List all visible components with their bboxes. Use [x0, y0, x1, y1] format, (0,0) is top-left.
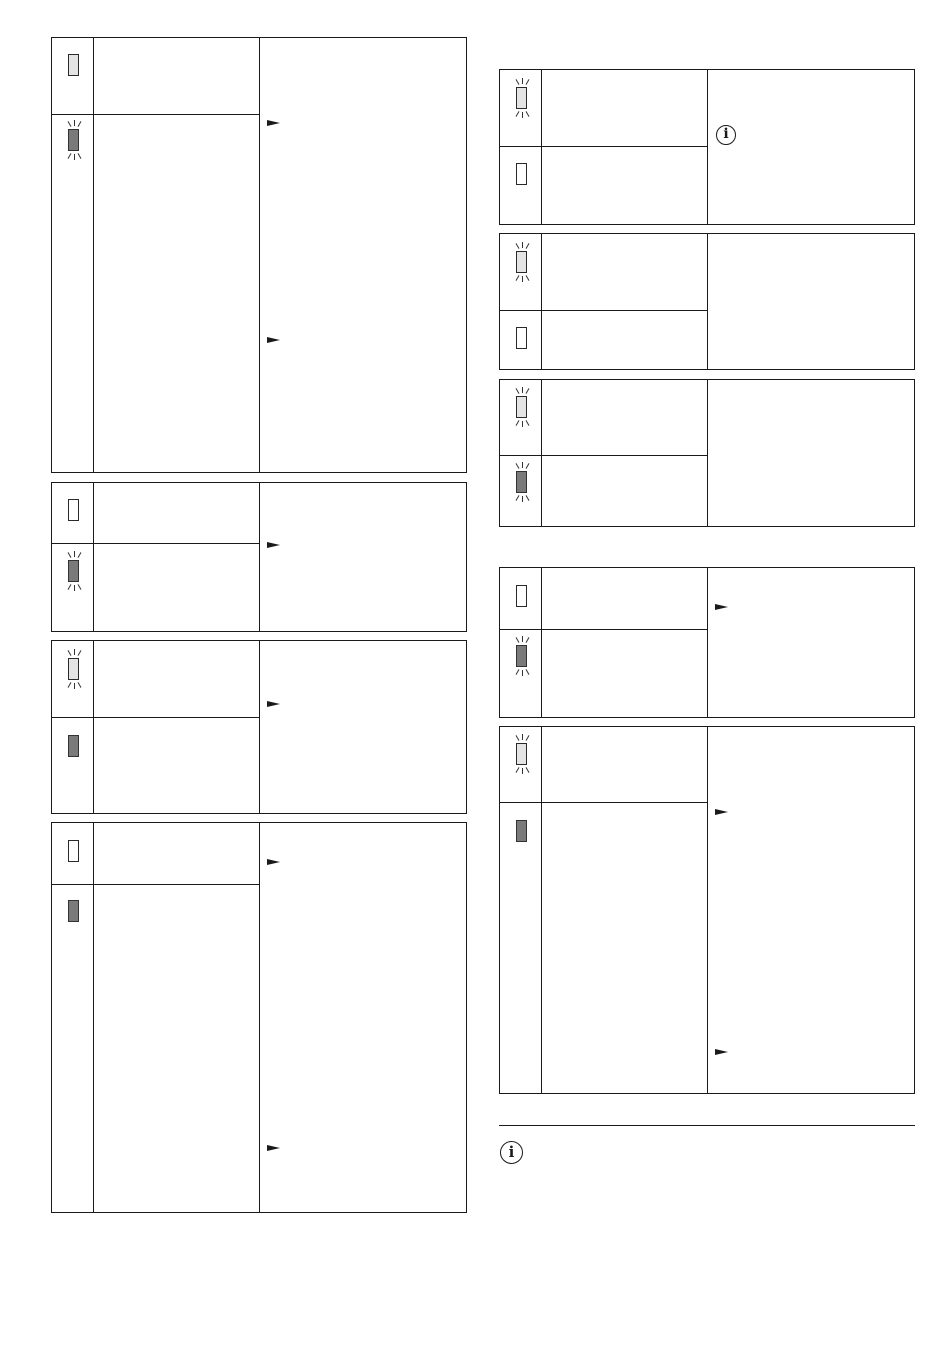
blink-ray: [77, 650, 81, 656]
blink-ray: [515, 669, 519, 675]
status-table-9: [499, 726, 915, 1094]
led-indicator-icon: [516, 585, 527, 607]
arrow-right-icon: [267, 120, 280, 126]
blink-ray: [525, 767, 529, 773]
status-table-3: [51, 640, 467, 814]
blink-ray: [522, 421, 523, 427]
info-icon: i: [500, 1141, 523, 1164]
blink-ray: [515, 420, 519, 426]
led-indicator-icon: [68, 840, 79, 862]
blink-ray: [525, 79, 529, 85]
blink-ray: [522, 734, 523, 740]
blink-ray: [525, 669, 529, 675]
blink-ray: [515, 463, 519, 469]
status-table-5: [499, 69, 915, 225]
info-icon: i: [716, 125, 736, 145]
led-indicator-icon: [68, 54, 79, 76]
blink-ray: [515, 275, 519, 281]
status-table-1: [51, 37, 467, 473]
led-indicator-icon: [68, 129, 79, 151]
status-table-2: [51, 482, 467, 632]
led-indicator-icon: [516, 645, 527, 667]
blink-ray: [67, 552, 71, 558]
led-indicator-icon: [68, 499, 79, 521]
blink-ray: [515, 637, 519, 643]
blink-ray: [77, 121, 81, 127]
blink-ray: [525, 388, 529, 394]
arrow-right-icon: [715, 809, 728, 815]
blink-ray: [67, 682, 71, 688]
arrow-right-icon: [267, 542, 280, 548]
blink-ray: [522, 768, 523, 774]
led-indicator-icon: [516, 743, 527, 765]
led-indicator-icon: [516, 87, 527, 109]
blink-ray: [525, 243, 529, 249]
blink-ray: [515, 111, 519, 117]
led-indicator-icon: [68, 658, 79, 680]
blink-ray: [67, 153, 71, 159]
status-table-4: [51, 822, 467, 1213]
blink-ray: [525, 420, 529, 426]
status-table-6: [499, 233, 915, 370]
blink-ray: [515, 495, 519, 501]
blink-ray: [525, 463, 529, 469]
blink-ray: [525, 637, 529, 643]
arrow-right-icon: [715, 1049, 728, 1055]
blink-ray: [522, 78, 523, 84]
arrow-right-icon: [267, 701, 280, 707]
blink-ray: [515, 243, 519, 249]
blink-ray: [77, 682, 81, 688]
blink-ray: [67, 584, 71, 590]
blink-ray: [522, 242, 523, 248]
blink-ray: [515, 735, 519, 741]
led-indicator-icon: [516, 820, 527, 842]
blink-ray: [74, 649, 75, 655]
blink-ray: [74, 154, 75, 160]
note-divider: [499, 1125, 915, 1126]
blink-ray: [515, 767, 519, 773]
led-indicator-icon: [516, 327, 527, 349]
blink-ray: [522, 462, 523, 468]
blink-ray: [525, 111, 529, 117]
led-indicator-icon: [516, 471, 527, 493]
arrow-right-icon: [267, 1145, 280, 1151]
arrow-right-icon: [267, 337, 280, 343]
blink-ray: [515, 388, 519, 394]
status-table-8: [499, 567, 915, 718]
led-indicator-icon: [68, 735, 79, 757]
blink-ray: [525, 275, 529, 281]
blink-ray: [522, 496, 523, 502]
arrow-right-icon: [715, 604, 728, 610]
blink-ray: [74, 120, 75, 126]
blink-ray: [77, 153, 81, 159]
blink-ray: [522, 387, 523, 393]
led-indicator-icon: [516, 396, 527, 418]
blink-ray: [525, 495, 529, 501]
blink-ray: [522, 112, 523, 118]
status-table-7: [499, 379, 915, 527]
blink-ray: [77, 552, 81, 558]
blink-ray: [67, 650, 71, 656]
led-indicator-icon: [68, 900, 79, 922]
blink-ray: [74, 585, 75, 591]
blink-ray: [522, 276, 523, 282]
led-indicator-icon: [68, 560, 79, 582]
led-indicator-icon: [516, 251, 527, 273]
blink-ray: [74, 551, 75, 557]
led-indicator-icon: [516, 163, 527, 185]
blink-ray: [522, 670, 523, 676]
blink-ray: [74, 683, 75, 689]
arrow-right-icon: [267, 859, 280, 865]
blink-ray: [77, 584, 81, 590]
blink-ray: [515, 79, 519, 85]
blink-ray: [525, 735, 529, 741]
blink-ray: [522, 636, 523, 642]
blink-ray: [67, 121, 71, 127]
